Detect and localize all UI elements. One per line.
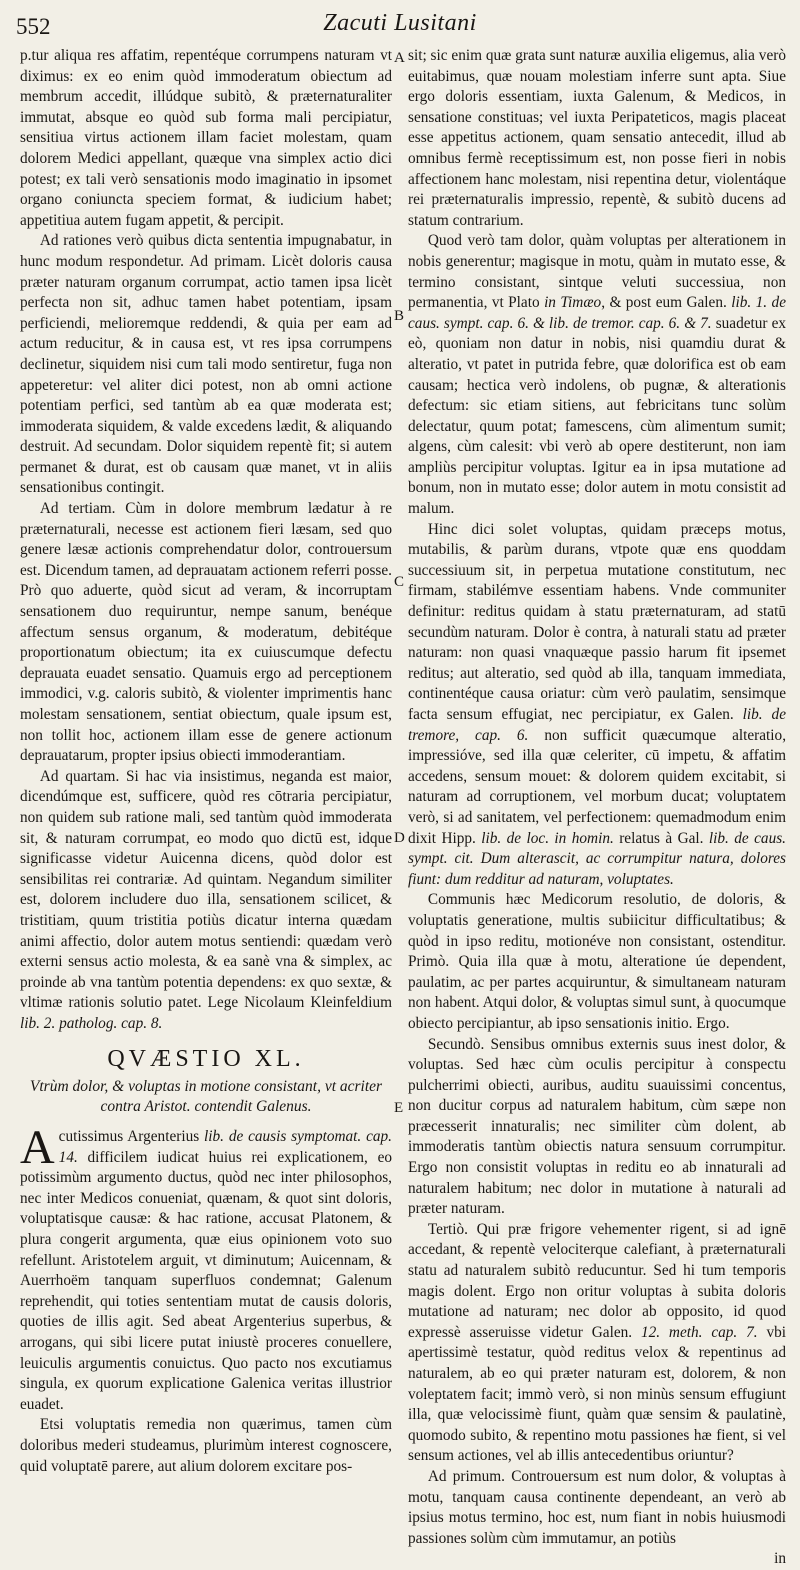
paragraph [408,231,786,519]
margin-letter-c: C [394,574,405,590]
paragraph-text: vbi apertissimè testatur, quòd reditus velox & repentinus ad naturalem, ab eo qui præter naturam est, dolorem, & non voleptatem facit; immò verò, si non minùs sensum effugiunt illa, quæ velocissimè fiunt, quàm quæ sensim & paulatinè, quomodo subito, & repentino motu passiones hæ fient, si vel sensum actiones, vel ab illis antecedentibus oriuntur? [408,1323,786,1465]
paragraph-text: , & post eum Galen. [601,294,727,312]
paragraph-text: Quod verò tam dolor, quàm voluptas per alterationem in nobis generentur; magisque in motu, quàm in mutato esse, & termino consistant, sintque veluti successiua, non permanentia, vt Plato [408,232,786,312]
paragraph: Ad primum. Controuersum est num dolor, & voluptas à motu, tanquam causa continente dependeant, an verò ab ipsius motus termino, hoc est, num fiant in nobis huiusmodi passiones solùm cùm immutamur, an potiùs [408,1467,786,1547]
citation: lib. de tremore, cap. 6. [408,706,786,744]
citation: 12. meth. cap. 7. [640,1323,758,1341]
paragraph: Communis hæc Medicorum resolutio, de doloris, & voluptatis generatione, multis subiicitur difficultatibus; & quòd in ipso reditu, motionéve non consistant, ostenditur. Primò. Quia illa quæ à motu, alteratione úe dependent, paulatim, ac per partes acquiruntur, & simultaneam naturam non habent. Atqui dolor, & voluptas simul sunt, à quocumque obiecto percipiantur, ab ipso sensationis initio. Ergo. [408,891,786,1032]
paragraph-text: Hinc dici solet voluptas, quidam præceps motus, mutabilis, & parùm durans, vtpote quæ ens quoddam successiuum sit, in perpetua mutatione constitutum, nec firmam, stabilémve essentiam habens. Vnde communiter definitur: reditus quidam à statu præternaturam, ad statū secundùm naturam. Dolor è contra, à naturali statu ad præter naturam: non quasi vnaquæque passio harum fit ipsemet reditus; aut alteratio, sed quòd ab illa, tanquam immediata, continentéque causa oriatur: cùm verò paulatim, sensimque facta sensum effugiat, nec percipiatur, ex Galen. [408,520,786,723]
paragraph [20,1121,393,1415]
page-number: 552 [16,14,51,39]
margin-letter-b: B [394,308,405,324]
citation: lib. de loc. in homin. [481,829,614,847]
margin-letter-a: A [394,50,405,66]
paragraph-text: Tertiò. Qui præ frigore vehementer rigent, si ad ignē accedant, & repentè velociterque calefiant, à præternaturali statu ad naturalem subitò reducuntur. Sed hi tum temporis magis dolent. Ergo non oritur voluptas à subita doloris mutatione ad naturam; nec dolor ab opposito, id quod expressè asseruisse videtur Galen. [408,1220,786,1341]
paragraph-text: non sufficit quæcumque alteratio, impressióve, sed illa quæ celeriter, cū impetu, & affatim accedens, sensum mouet: & dolorem quidem excitabit, si naturam ad corruptionem, vel morbum ducat; voluptatem verò, si ad sanitatem, vel perfectionem: quemadmodum enim dixit Hipp. [408,726,787,847]
paragraph-text: relatus à Gal. [619,829,704,847]
citation: in Timæo [544,294,602,312]
paragraph: Ad tertiam. Cùm in dolore membrum lædatur à re præternaturali, necesse est actionem fieri læsam, sed quo genere læsæ actionis comprehendatur dolor, controuersum est. Dicendum tamen, ad deprauatam actionem referri posse. Prò quo aduerte, quòd sicut ad veram, & incorruptam sensationem duo requiruntur, nempe sanum, benéque affectum sensus organum, & moderatum, debitéque proportionatum obiectum; ita ex cuiuscumque defectu deprauata euadet sensatio. Quamuis ergo ad perceptionem immodici, v.g. caloris subitò, & violenter imprimentis hanc molestam sensationem, sentiat obiectum, quale ipsum est, non tollit hoc, actionem illam esse de genere actionum deprauatarum, propter ipsius obiecti immoderantiam. [20,500,392,765]
citation: lib. de caus. sympt. cit. Dum alterascit, ac corrumpitur natura, dolores fiunt: dum redditur ad naturam, voluptates. [408,829,786,888]
catchword: in [774,1550,786,1568]
paragraph: sit; sic enim quæ grata sunt naturæ auxilia eligemus, alia verò euitabimus, quæ nouam molestiam inferre sunt apta. Siue ergo doloris essentiam, iuxta Galenum, & Medicos, in sensatione constituas; vel iuxta Peripateticos, magis placeat esse appetitus actionem, quam sensatio antecedit, illud ab omnibus fermè receptissimum est, non posse fieri in nobis affectionem hanc molestam, nisi repentina detur, violentáque rei præternaturalis impressio, repentè, & subitò ducens ad statum contrarium. [408,47,786,229]
question-title: QVÆSTIO XL. [107,1045,305,1072]
paragraph [408,520,786,891]
paragraph-text: Ad quartam. Si hac via insistimus, neganda est maior, dicendúmque est, sufficere, quòd res cōtraria percipiatur, non quidem sub ratione mali, sed tantùm quòd immoderata sit, & naturam corrumpat, eo modo quo dictū est, idque significasse videtur Auicenna dicens, quòd dolor est sensibilitas rei contrariæ. Ad quintam. Negandum similiter est, dolorem includere duo illa, sensationem scilicet, & tristitiam, quum tristitia potiùs dicatur interna quædam animi affectio, dolor autem motus sentiendi: quædam verò externi sensus actio molesta, & ea sanè vna & simplex, ac proinde ab vna tantùm potentia dependens: ex quo sextæ, & vltimæ rationis solutio patet. Lege Nicolaum Kleinfeldium [20,767,392,1012]
paragraph [20,767,392,1035]
right-column [408,46,786,1570]
paragraph-text: Acutissimus Argenterius [20,1121,200,1175]
running-title: Zacuti Lusitani [323,10,477,36]
paragraph: Secundò. Sensibus omnibus externis suus inest dolor, & voluptas. Sed hæc cùm oculis percipitur à conspectu pulcherrimi obiecti, auribus, auditu suauissimi concentus, non ducitur corpus ad naturalem habitum, cùm sæpe non præcesserit innaturalis; nec similiter cùm dolent, ab immoderatis tantùm obiectis natura sensuum corrumpitur. Ergo non consistit voluptas in reditu eo ab innaturali ad naturalem habitum; nec dolor in mutatione à naturali ad præter naturam. [408,1035,786,1218]
paragraph: Ad rationes verò quibus dicta sententia impugnabatur, in hunc modum respondetur. Ad primam. Licèt doloris causa præter naturam organum corrumpat, actio tamen ipsa licèt perfecta non sit, adhuc tamen habet potentiam, ipsam perficiendi, melioremque reddendi, & quia per eam ad actum reducitur, & in causa est, vt res ipsa corrumpens declinetur, siquidem nisi cum tali modo sentiretur, fuga non appeteretur: vel aliter dici potest, non ab omni actione potentiam perfici, sed tantùm ab ea quæ moderata est; immoderata siquidem, & valde excedens lædit, & aliquando destruit. Ad secundam. Dolor siquidem repentè fit; si autem permanet & durat, est ob causam quæ manet, vt in aliis sensationibus contingit. [20,232,392,497]
left-column [20,46,392,1477]
paragraph-text: difficilem iudicat huius rei explicationem, eo potissimùm argumento ductus, quòd nec inter philosophos, nec inter Medicos conueniat, quænam, & quot sint doloris, voluptatisque causæ: & hac ratione, accusat Platonem, & plura congerit argumenta, quæ eius opinionem voto suo refellunt. Aristotelem arguit, vt diminutum; Auicennam, & Auerrhoëm tanquam superfluos condemnat; Galenum reprehendit, qui toties sententiam mutat de causis doloris, quoties de illis agit. Sed abeat Argenterius superbus, & arrogans, qui sibi licere putat iniustè proceres conuellere, leuiculis argumentis conuictus. Quo pacto nos excutiamus singula, ex quorum explicatione Galenica veritas illustrior euadet. [20,1148,393,1413]
citation: lib. 1. de caus. sympt. cap. 6. & lib. de tremor. cap. 6. & 7. [408,294,786,332]
citation: lib. de causis symptomat. cap. 14. [58,1128,392,1166]
paragraph [408,1220,786,1467]
margin-letter-d: D [394,830,405,846]
paragraph: Etsi voluptatis remedia non quærimus, tamen cùm doloribus mederi studeamus, plurimùm interest cognoscere, quid voluptatē parere, aut alium dolorem excitare pos- [20,1416,392,1475]
paragraph: p.tur aliqua res affatim, repentéque corrumpens naturam vt diximus: ex eo enim quòd immoderatum obiectum ad membrum accedit, illúdque subitò, & præternaturaliter immutat, absque eo quòd sub forma mali percipiatur, sensitiua virtus actionem illam faciet molestam, quam dolorem Medici appellant, quæque vna simplex actio dici potest; ex tali verò sensationis modo imaginatio in ipsomet organo coniuncta speciem format, & iudicium habet; appetitiua autem fugam appetit, & percipit. [20,47,392,229]
margin-letter-e: E [394,1100,404,1116]
page-header [10,8,790,44]
citation: lib. 2. patholog. cap. 8. [20,1014,163,1032]
paragraph-text: suadetur ex eò, quoniam non datur in nobis, nisi quamdiu durat & alteratio, vt patet in putrida febre, quæ dolorifica est ob eam causam; hectica verò indolens, ob pugnæ, & alterationis defectum: sic etiam sitiens, aut febricitans tunc solùm delectatur, quum potat; famescens, cùm alimentum sumit; algens, cùm calesit: vbi verò ab opere destiterunt, non iam ampliùs percipitur voluptas. Igitur ea in ipsa mutatione ad bonum, non in mutato esse; dolor autem in motu consistit ad malum. [408,314,787,518]
question-subtitle: Vtrùm dolor, & voluptas in motione consistant, vt acriter contra Aristot. contendit Galenus. [29,1078,383,1116]
